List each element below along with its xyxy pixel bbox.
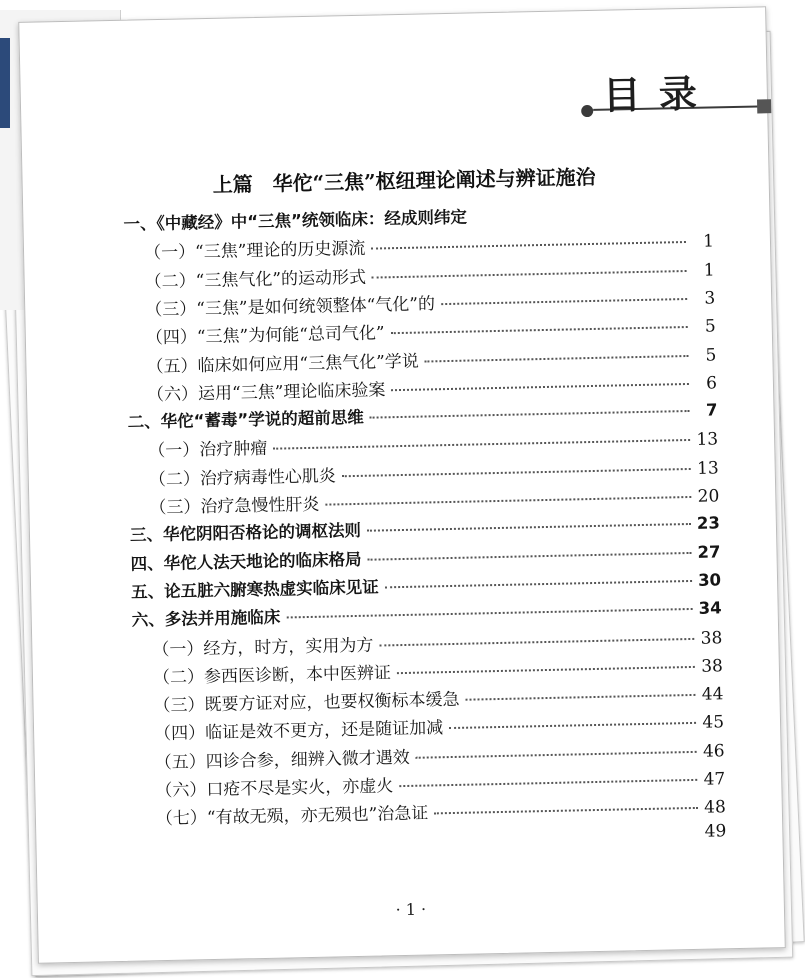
toc-leader-dots	[391, 383, 689, 391]
toc-spacer	[157, 836, 705, 847]
toc-page-number: 38	[701, 656, 724, 677]
toc-page-number: 48	[703, 797, 727, 819]
toc-leader-dots	[434, 807, 698, 815]
toc-entry-title: 五、论五脏六腑寒热虚实临床见证	[130, 577, 379, 602]
toc-entry-title: （四）临证是效不更方，还是随证加减	[153, 718, 444, 745]
toc-leader-dots	[379, 637, 694, 646]
toc-page-number: 46	[702, 740, 725, 762]
toc-leader-dots	[371, 241, 686, 250]
toc-leader-dots	[449, 722, 696, 729]
toc-entry-title: （一）经方，时方，实用为方	[152, 635, 374, 660]
toc-entry-title: （五）临床如何应用“三焦气化”学说	[146, 351, 420, 377]
toc-page-number: 34	[698, 598, 722, 618]
toc-entry-title: （五）四诊合参，细辨入微才遇效	[154, 747, 410, 773]
toc-leader-dots	[416, 751, 697, 759]
toc-entry-title: （六）口疮不尽是实火，亦虚火	[155, 776, 394, 802]
toc-leader-dots	[465, 694, 695, 701]
toc-entry-title: 二、华佗“蓄毒”学说的超前思维	[127, 407, 364, 432]
toc-page-number: 49	[704, 820, 727, 842]
toc-entry-title: 六、多法并用施临床	[131, 607, 281, 630]
toc-page-number: 13	[696, 429, 719, 451]
toc-leader-dots	[397, 666, 695, 674]
toc-page-number: 47	[703, 769, 726, 790]
toc-page-number: 27	[697, 541, 721, 562]
toc-leader-dots	[372, 270, 687, 279]
toc-entry-title: 三、华佗阴阳否格论的调枢法则	[129, 521, 362, 546]
toc-page-number: 5	[705, 344, 717, 366]
toc-entry-title: （二）“三焦气化”的运动形式	[144, 267, 367, 292]
toc-entry-title: （四）“三焦”为何能“总司气化”	[145, 323, 385, 349]
toc-page-number: 7	[705, 400, 718, 420]
toc-page-number: 3	[704, 288, 716, 309]
toc-entry-title: （三）治疗急慢性肝炎	[149, 494, 320, 519]
toc-entry-title: （一）治疗肿瘤	[148, 439, 268, 462]
toc-leader-dots	[286, 608, 692, 619]
toc-page-number: 38	[700, 627, 723, 649]
toc-leader-dots	[325, 496, 691, 506]
toc-leader-dots	[385, 580, 693, 588]
toc-entry-title: （一）“三焦”理论的历史源流	[143, 239, 366, 264]
toc-entry-title: （六）运用“三焦”理论临床验案	[146, 380, 386, 406]
toc-leader-dots	[399, 779, 697, 787]
page-number: · 1 ·	[395, 899, 427, 920]
toc-page-number: 45	[702, 712, 725, 734]
toc-leader-dots	[368, 552, 692, 561]
toc-leader-dots	[370, 410, 690, 419]
toc-leader-dots	[425, 354, 689, 362]
toc-page-number: 20	[697, 486, 720, 507]
toc-entry-title: 四、华佗人法天地论的临床格局	[130, 549, 362, 574]
toc-leader-dots	[273, 439, 690, 450]
toc-entry-title: （三）既要方证对应，也要权衡标本缓急	[153, 689, 460, 717]
toc-page-number: 44	[701, 684, 724, 705]
toc-leader-dots	[367, 523, 691, 532]
toc-page-number: 1	[703, 260, 715, 281]
toc-page-number: 6	[705, 373, 718, 394]
toc-page-number: 23	[696, 513, 721, 534]
toc-leader-dots	[391, 326, 688, 334]
toc-page	[18, 6, 786, 963]
toc-entry-title: （七）“有故无殒，亦无殒也”治急证	[155, 803, 429, 830]
toc-entry-title: （二）治疗病毒性心肌炎	[148, 466, 337, 490]
toc-page-number: 13	[696, 458, 719, 479]
blue-edge-strip	[0, 38, 10, 128]
toc-leader-dots	[441, 298, 687, 305]
page-title: 目录	[602, 70, 716, 118]
part-title: 上篇 华佗“三焦”枢纽理论阐述与辨证施治	[212, 164, 596, 197]
toc-page-number: 5	[704, 316, 716, 337]
toc-page-number: 1	[702, 231, 715, 252]
toc-page-number: 30	[697, 570, 722, 590]
toc-leader-dots	[342, 468, 691, 477]
toc-list	[19, 7, 785, 962]
toc-entry-title: （二）参西医诊断，本中医辨证	[152, 663, 392, 689]
toc-entry-title: 一、《中藏经》中“三焦”统领临床：经成则纬定	[123, 207, 468, 234]
toc-entry-title: （三）“三焦”是如何统领整体“气化”的	[145, 294, 436, 321]
